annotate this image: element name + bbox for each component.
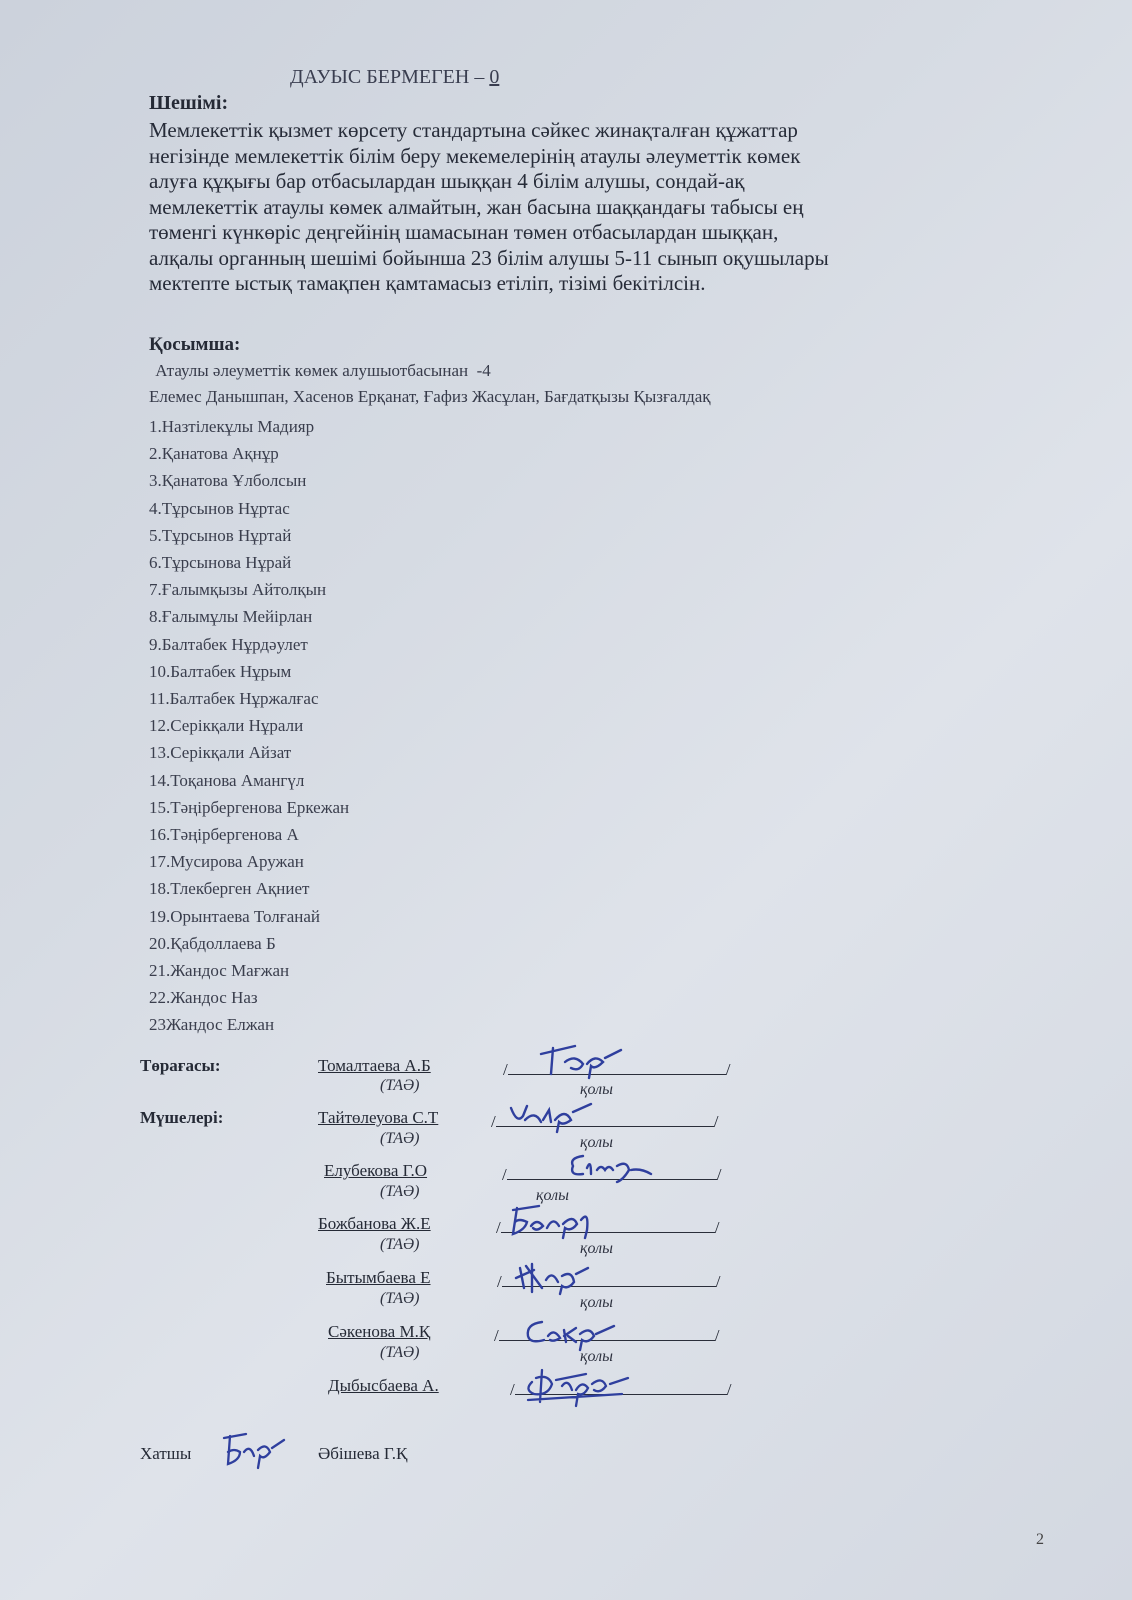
list-item: 20.Қабдоллаева Б: [149, 933, 276, 953]
votes-label: ДАУЫС БЕРМЕГЕН –: [290, 66, 490, 88]
member-signature: [512, 1256, 592, 1296]
decision-line: Мемлекеттік қызмет көрсету стандартына сәйкес жинақталған құжаттар: [149, 118, 798, 142]
list-item: 5.Тұрсынов Нұртай: [149, 525, 292, 545]
decision-line: мектепте ыстық тамақпен қамтамасыз етіліп, тізімі бекітілсін.: [149, 271, 706, 295]
member-name: Дыбысбаева А.: [328, 1376, 439, 1395]
members-role: Мүшелері:: [140, 1108, 224, 1127]
member-signature-line: / /: [502, 1161, 721, 1185]
aid-recipients-list: Елемес Данышпан, Хасенов Ерқанат, Ғафиз Жасұлан, Бағдатқызы Қызғалдақ: [149, 387, 711, 406]
member-signature-line: / /: [491, 1108, 718, 1132]
list-item: 9.Балтабек Нұрдәулет: [149, 634, 308, 654]
secretary-signature: [218, 1428, 288, 1472]
list-item: 23Жандос Елжан: [149, 1015, 275, 1035]
secretary-name: Әбішева Г.Қ: [318, 1444, 408, 1463]
secretary-role: Хатшы: [140, 1444, 192, 1463]
list-item: 21.Жандос Мағжан: [149, 961, 290, 981]
decision-line: алқалы органның шешімі бойынша 23 білім алушы 5-11 сынып оқушылары: [149, 245, 829, 270]
appendix-heading: Қосымша:: [149, 334, 241, 355]
member-signature-line: / /: [494, 1322, 719, 1346]
member-name: Тайтөлеуова С.Т: [318, 1108, 439, 1127]
list-item: 4.Тұрсынов Нұртас: [149, 498, 290, 518]
chair-signature-line: / /: [503, 1056, 730, 1080]
list-item: 15.Тәңірбергенова Еркежан: [149, 797, 350, 817]
sign-caption: қолы: [536, 1187, 569, 1204]
name-caption: (ТАӘ): [380, 1236, 420, 1253]
member-signature-line: / /: [497, 1268, 720, 1292]
list-item: 19.Орынтаева Толғанай: [149, 906, 320, 926]
member-name: Елубекова Г.О: [324, 1161, 428, 1180]
list-item: 12.Серікқали Нұрали: [149, 716, 304, 736]
student-list: [149, 413, 349, 1039]
member-signature-line: / /: [496, 1214, 719, 1238]
name-caption: (ТАӘ): [380, 1183, 420, 1200]
member-signature: [503, 1200, 603, 1242]
list-item: 8.Ғалымұлы Мейірлан: [149, 607, 313, 627]
sign-caption: қолы: [580, 1134, 613, 1151]
list-item: 17.Мусирова Аружан: [149, 852, 304, 872]
list-item: 2.Қанатова Ақнұр: [149, 444, 279, 464]
page-number: 2: [1036, 1531, 1044, 1548]
list-item: 11.Балтабек Нұржалғас: [149, 689, 319, 709]
list-item: 22.Жандос Наз: [149, 988, 258, 1008]
member-signature: [505, 1096, 595, 1136]
name-caption: (ТАӘ): [380, 1130, 420, 1147]
member-name: Божбанова Ж.Е: [318, 1214, 431, 1233]
name-caption: (ТАӘ): [380, 1077, 420, 1094]
list-item: 7.Ғалымқызы Айтолқын: [149, 580, 327, 600]
name-caption: (ТАӘ): [380, 1290, 420, 1307]
decision-paragraph: [149, 118, 1029, 297]
chair-name: Томалтаева А.Б: [318, 1056, 431, 1075]
list-item: 3.Қанатова Ұлболсын: [149, 471, 307, 491]
member-signature: [522, 1362, 632, 1410]
member-signature: [520, 1312, 620, 1352]
member-signature: [565, 1146, 655, 1186]
decision-line: алуға құқығы бар отбасылардан шыққан 4 білім алушы, сондай-ақ: [149, 169, 745, 193]
list-item: 6.Тұрсынова Нұрай: [149, 553, 292, 573]
name-caption: (ТАӘ): [380, 1344, 420, 1361]
decision-line: төменгі күнкөріс деңгейінің шамасынан төмен отбасылардан шыққан,: [149, 220, 779, 244]
sign-caption: қолы: [580, 1240, 613, 1257]
votes-abstained-line: [290, 66, 499, 89]
votes-value: 0: [489, 66, 500, 88]
sign-caption: қолы: [580, 1348, 613, 1365]
chair-signature: [535, 1040, 625, 1080]
decision-heading: Шешімі:: [149, 92, 229, 114]
member-name: Сәкенова М.Қ: [328, 1322, 431, 1341]
list-item: 16.Тәңірбергенова А: [149, 825, 299, 845]
list-item: 1.Назтілекұлы Мадияр: [149, 417, 315, 436]
sign-caption: қолы: [580, 1081, 613, 1098]
appendix-subtitle: Атаулы әлеуметтік көмек алушыотбасынан -4: [151, 361, 491, 380]
list-item: 18.Тлекберген Ақниет: [149, 879, 310, 899]
decision-line: негізінде мемлекеттік білім беру мекемелерінің атаулы әлеуметтік көмек: [149, 143, 801, 168]
member-name: Бытымбаева Е: [326, 1268, 431, 1287]
sign-caption: қолы: [580, 1294, 613, 1311]
member-signature-line: / /: [510, 1376, 731, 1400]
list-item: 14.Тоқанова Амангүл: [149, 770, 305, 790]
list-item: 13.Серікқали Айзат: [149, 743, 292, 763]
decision-line: мемлекеттік атаулы көмек алмайтын, жан басына шаққандағы табысы ең: [149, 194, 804, 219]
list-item: 10.Балтабек Нұрым: [149, 661, 292, 681]
chair-role: Төрағасы:: [140, 1056, 221, 1075]
